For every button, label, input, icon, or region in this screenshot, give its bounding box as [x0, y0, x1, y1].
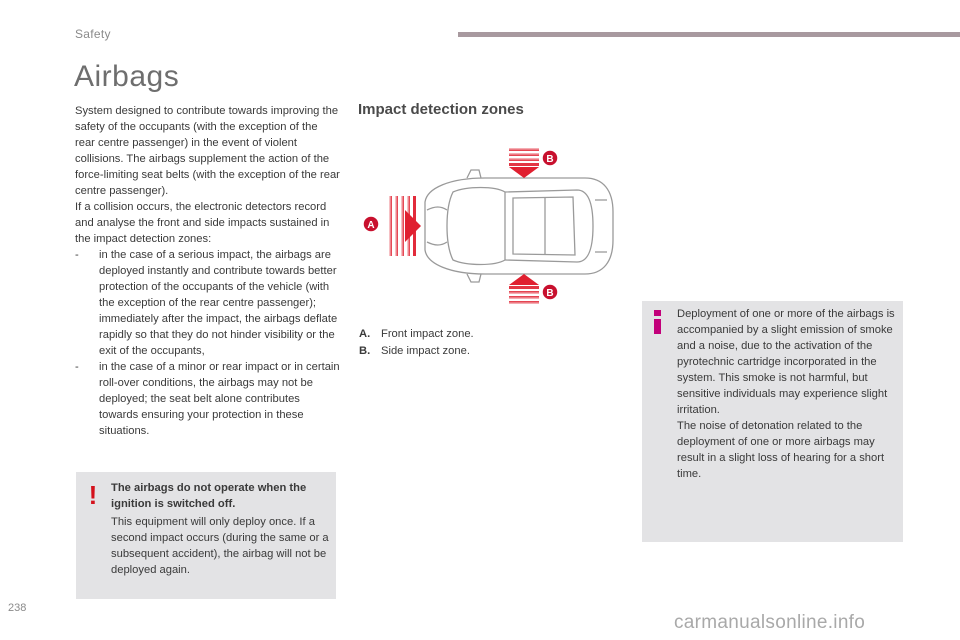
impact-heading: Impact detection zones [358, 101, 524, 118]
front-impact-zone [389, 196, 421, 256]
impact-legend [359, 326, 474, 360]
car-top-view [425, 170, 613, 282]
marker-b-bottom [542, 284, 558, 300]
info-text [677, 306, 899, 482]
side-impact-zone-top [509, 148, 539, 178]
marker-a-label: A [367, 220, 375, 231]
watermark: carmanualsonline.info [674, 612, 866, 633]
marker-b-bottom-label: B [546, 288, 554, 299]
intro-text [75, 103, 340, 439]
intro-bullet-list [75, 247, 340, 439]
bullet-dash: - [75, 361, 79, 373]
intro-paragraph-2: If a collision occurs, the electronic detectors record and analyse the front and side impacts sustained in the impact detection zones: [75, 201, 330, 245]
legend-key: A. [359, 328, 371, 340]
section-label: Safety [75, 27, 111, 41]
warning-bold-text: The airbags do not operate when the ignition is switched off. [111, 482, 307, 510]
info-paragraph-1: Deployment of one or more of the airbags is accompanied by a slight emission of smoke and a noise, due to the activation of the pyrotechnic cartridge incorporated in the system. This smoke is not harmful, but sensitive individuals may experience slight irritation. [677, 308, 895, 416]
info-box [642, 301, 903, 542]
bullet-dash: - [75, 249, 79, 261]
impact-diagram [355, 140, 620, 310]
marker-b-top [542, 150, 558, 166]
list-item [75, 359, 340, 439]
side-impact-zone-bottom [509, 274, 539, 304]
legend-row [359, 326, 474, 343]
bullet-text: in the case of a serious impact, the airbags are deployed instantly and contribute towards better protection of the occupants of the vehicle (with the exception of the rear centre passenger); immediately after the impact, the airbags deflate rapidly so that they do not hinder visibility or the exit of the occupants, [99, 249, 338, 357]
legend-text: Side impact zone. [381, 345, 470, 357]
marker-a [363, 216, 379, 232]
legend-key: B. [359, 345, 371, 357]
info-icon [653, 310, 663, 334]
page-title: Airbags [74, 60, 180, 93]
warning-text: This equipment will only deploy once. If a second impact occurs (during the same or a subsequent accident), the airbag will not be deployed again. [111, 516, 329, 576]
page-number: 238 [8, 602, 27, 614]
legend-row [359, 343, 474, 360]
bullet-text: in the case of a minor or rear impact or in certain roll-over conditions, the airbags may not be deployed; the seat belt alone contributes towards ensuring your protection in these situations. [99, 361, 340, 437]
warning-icon: ! [88, 480, 98, 510]
info-paragraph-2: The noise of detonation related to the deployment of one or more airbags may result in a slight loss of hearing for a short time. [677, 420, 885, 480]
header-bar [458, 32, 960, 37]
marker-b-top-label: B [546, 154, 554, 165]
intro-paragraph-1: System designed to contribute towards improving the safety of the occupants (with the exception of the rear centre passenger) in the event of violent collisions. The airbags supplement the action of the force-limiting seat belts (with the exception of the rear centre passenger). [75, 105, 340, 197]
warning-box [76, 472, 336, 599]
list-item [75, 247, 340, 359]
legend-text: Front impact zone. [381, 328, 474, 340]
